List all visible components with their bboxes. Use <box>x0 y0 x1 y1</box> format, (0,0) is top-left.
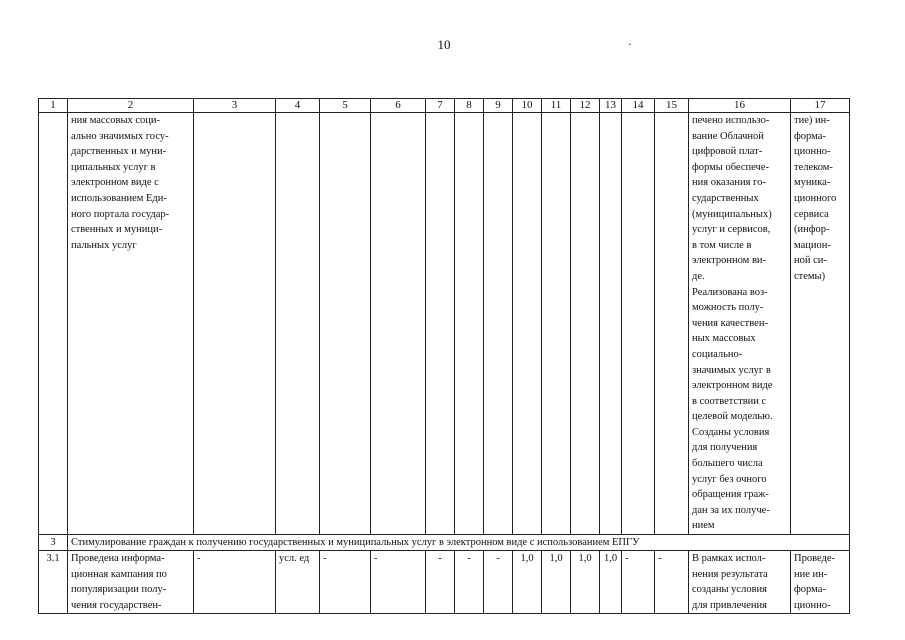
section-row <box>39 535 850 551</box>
row-col8: - <box>455 551 484 614</box>
column-number-row <box>39 99 850 113</box>
row-col15: - <box>655 551 689 614</box>
cell <box>600 113 622 535</box>
row-col7: - <box>426 551 455 614</box>
row-number: 3.1 <box>39 551 68 614</box>
col-header-2: 2 <box>68 99 194 113</box>
section-title: Стимулирование граждан к получению государственных и муниципальных услуг в электронном виде с использованием ЕПГУ <box>68 535 850 551</box>
plan-table <box>38 98 850 614</box>
col-header-9: 9 <box>484 99 513 113</box>
row-col17-text: Проведе- ние ин- форма- ционно- <box>791 551 850 614</box>
cont-result-text: печено использо- вание Облачной цифровой плат- формы обеспече- ния оказания го- сударственных (муниципальных) услуг и сервисов, в том числе в электронном ви- де. Реализована воз- можность полу- чения качествен- ных массовых социально- значимых услуг в электронном виде в соответствии с целевой моделью. Созданы условия для получения большего числа услуг без очного обращения граж- дан за их получе- нием <box>689 113 791 535</box>
col-header-1: 1 <box>39 99 68 113</box>
page-number: 10 <box>437 37 451 52</box>
cell <box>194 113 276 535</box>
cont-description: ния массовых соци- ально значимых госу- дарственных и муни- ципальных услуг в электронном виде с использованием Еди- ного портала государ- ственных и муници- пальных услуг <box>68 113 194 535</box>
row-col6: - <box>371 551 426 614</box>
col-header-8: 8 <box>455 99 484 113</box>
col-header-12: 12 <box>571 99 600 113</box>
col-header-16: 16 <box>689 99 791 113</box>
row-col12: 1,0 <box>571 551 600 614</box>
continuation-row <box>39 113 850 535</box>
col-header-10: 10 <box>513 99 542 113</box>
cell <box>455 113 484 535</box>
cell <box>484 113 513 535</box>
cell <box>542 113 571 535</box>
col-header-7: 7 <box>426 99 455 113</box>
cell <box>622 113 655 535</box>
cell <box>276 113 320 535</box>
row-col10: 1,0 <box>513 551 542 614</box>
row-col5: - <box>320 551 371 614</box>
row-col14: - <box>622 551 655 614</box>
section-number: 3 <box>39 535 68 551</box>
col-header-14: 14 <box>622 99 655 113</box>
col-header-11: 11 <box>542 99 571 113</box>
col-header-6: 6 <box>371 99 426 113</box>
cell <box>320 113 371 535</box>
cell <box>655 113 689 535</box>
col-header-3: 3 <box>194 99 276 113</box>
cell <box>426 113 455 535</box>
row-col3: - <box>194 551 276 614</box>
cont-col17-text: тие) ин- форма- ционно- телеком- муника- ционного сервиса (инфор- мацион- ной си- стемы) <box>791 113 850 535</box>
row-col11: 1,0 <box>542 551 571 614</box>
row-col9: - <box>484 551 513 614</box>
row-description: Проведена информа- ционная кампания по популяризации полу- чения государствен- <box>68 551 194 614</box>
row-result-text: В рамках испол- нения результата созданы условия для привлечения <box>689 551 791 614</box>
page-mark: · <box>628 37 632 51</box>
cell <box>571 113 600 535</box>
col-header-4: 4 <box>276 99 320 113</box>
cell <box>371 113 426 535</box>
row-unit: усл. ед <box>276 551 320 614</box>
cell <box>39 113 68 535</box>
col-header-5: 5 <box>320 99 371 113</box>
col-header-15: 15 <box>655 99 689 113</box>
cell <box>513 113 542 535</box>
col-header-13: 13 <box>600 99 622 113</box>
table-row <box>39 551 850 614</box>
row-col13: 1,0 <box>600 551 622 614</box>
col-header-17: 17 <box>791 99 850 113</box>
